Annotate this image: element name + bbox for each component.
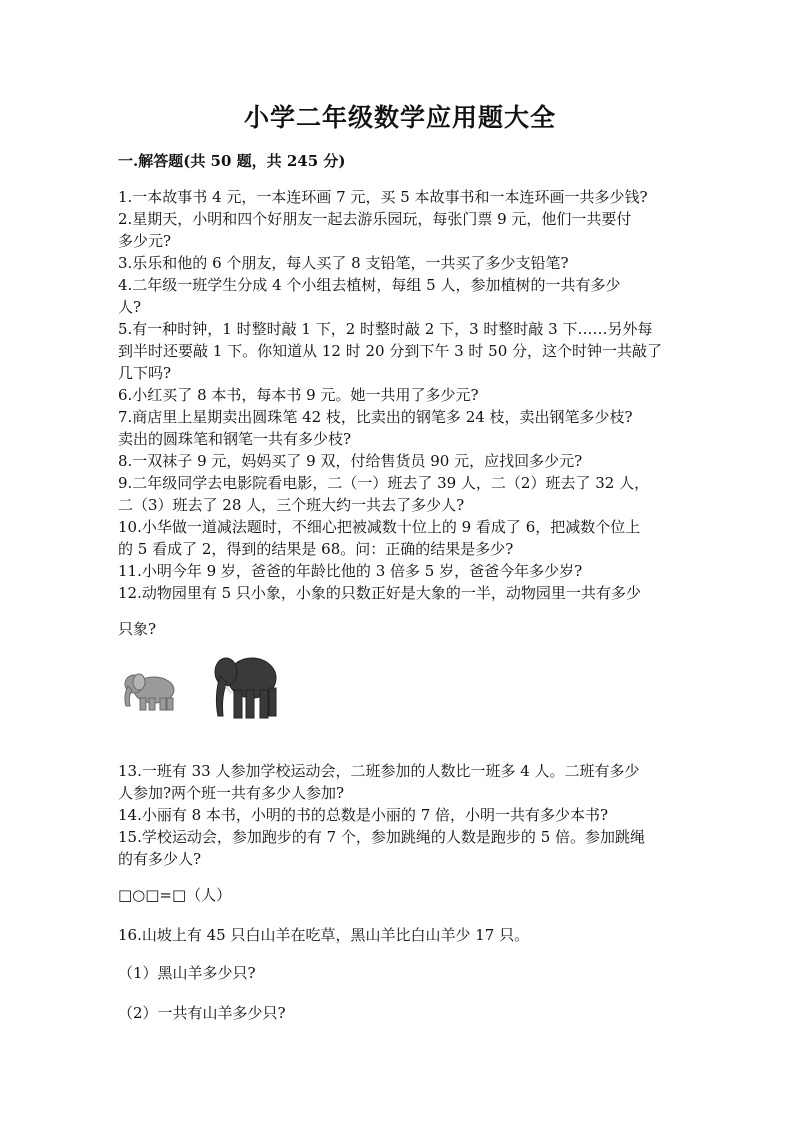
problem-line: 16.山坡上有 45 只白山羊在吃草，黑山羊比白山羊少 17 只。 [118, 926, 530, 944]
problem-line: 人? [118, 298, 142, 316]
problem-line: 12.动物园里有 5 只小象，小象的只数正好是大象的一半，动物园里一共有多少 [118, 584, 641, 602]
problem-line: 8.一双袜子 9 元，妈妈买了 9 双，付给售货员 90 元，应找回多少元? [118, 452, 583, 470]
problem-line: 5.有一种时钟，1 时整时敲 1 下，2 时整时敲 2 下，3 时整时敲 3 下……另外每 [118, 320, 653, 338]
large-elephant-icon [212, 650, 282, 722]
problem-line: 1.一本故事书 4 元，一本连环画 7 元，买 5 本故事书和一本连环画一共多少钱? [118, 188, 648, 206]
problem-line: 15.学校运动会，参加跑步的有 7 个，参加跳绳的人数是跑步的 5 倍。参加跳绳 [118, 828, 646, 846]
problem-line: 2.星期天，小明和四个好朋友一起去游乐园玩，每张门票 9 元，他们一共要付 [118, 210, 632, 228]
problem-line: 卖出的圆珠笔和钢笔一共有多少枝? [118, 430, 352, 448]
sub-question: （2）一共有山羊多少只? [118, 1004, 286, 1022]
problem-line: 4.二年级一班学生分成 4 个小组去植树，每组 5 人，参加植树的一共有多少 [118, 276, 621, 294]
problem-line: 10.小华做一道减法题时，不细心把被减数十位上的 9 看成了 6，把减数个位上 [118, 518, 641, 536]
problem-line: 到半时还要敲 1 下。你知道从 12 时 20 分到下午 3 时 50 分，这个时钟一共敲了 [118, 342, 663, 360]
problem-line: 二（3）班去了 28 人，三个班大约一共去了多少人? [118, 496, 465, 514]
problem-line: 只象? [118, 620, 157, 638]
problem-line: 11.小明今年 9 岁，爸爸的年龄比他的 3 倍多 5 岁，爸爸今年多少岁? [118, 562, 583, 580]
problem-line: 13.一班有 33 人参加学校运动会，二班参加的人数比一班多 4 人。二班有多少 [118, 762, 640, 780]
problem-line: 14.小丽有 8 本书，小明的书的总数是小丽的 7 倍，小明一共有多少本书? [118, 806, 609, 824]
problem-line: 的 5 看成了 2，得到的结果是 68。问：正确的结果是多少? [118, 540, 514, 558]
problem-line: 6.小红买了 8 本书，每本书 9 元。她一共用了多少元? [118, 386, 479, 404]
page-title: 小学二年级数学应用题大全 [243, 103, 556, 132]
problem-line: 多少元? [118, 232, 172, 250]
sub-question: （1）黑山羊多少只? [118, 964, 256, 982]
problem-line: 3.乐乐和他的 6 个朋友，每人买了 8 支铅笔，一共买了多少支铅笔? [118, 254, 569, 272]
section-heading: 一.解答题(共 50 题，共 245 分) [118, 152, 346, 170]
problem-line: 几下吗? [118, 364, 172, 382]
elephant-illustration [120, 650, 290, 722]
problem-line: 的有多少人? [118, 850, 202, 868]
problem-line: 7.商店里上星期卖出圆珠笔 42 枝，比卖出的钢笔多 24 枝，卖出钢笔多少枝? [118, 408, 633, 426]
equation-template: □○□=□（人） [118, 886, 232, 904]
problem-line: 人参加?两个班一共有多少人参加? [118, 784, 345, 802]
problem-line: 9.二年级同学去电影院看电影，二（一）班去了 39 人，二（2）班去了 32 人， [118, 474, 650, 492]
